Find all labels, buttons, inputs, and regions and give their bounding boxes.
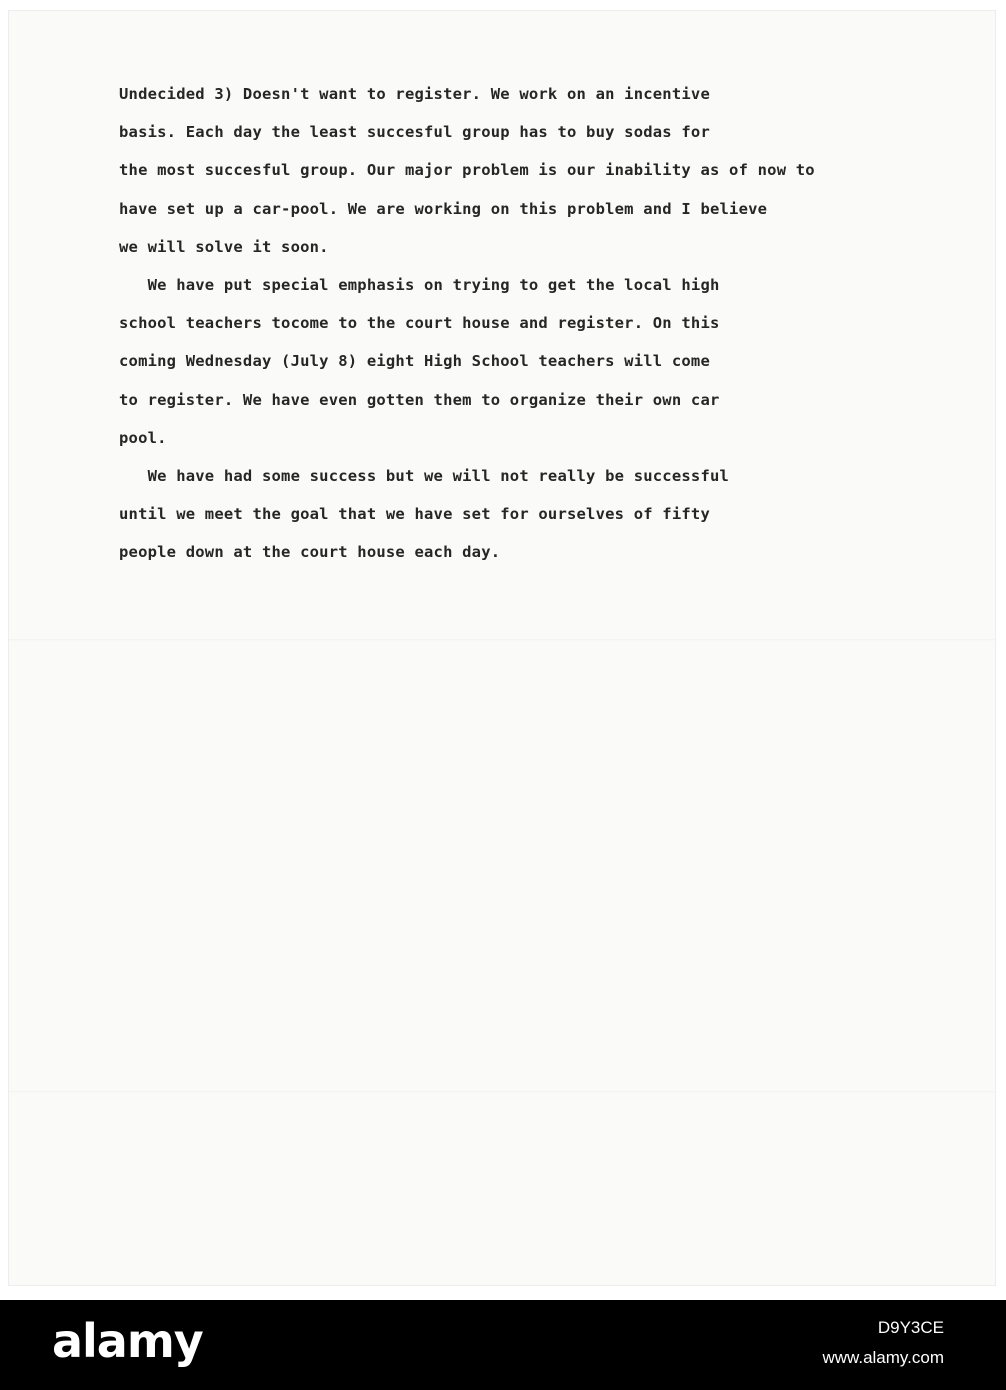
paper-fold-line — [9, 1091, 995, 1093]
text-line: Undecided 3) Doesn't want to register. We work on an incentive — [119, 85, 710, 103]
text-line: until we meet the goal that we have set for ourselves of fifty — [119, 505, 710, 524]
text-line: We have had some success but we will not really be successful — [119, 466, 730, 485]
text-line: We have put special emphasis on trying to get the local high — [119, 275, 720, 294]
typed-document-page — [8, 10, 996, 1286]
alamy-logo: alamy — [52, 1314, 203, 1368]
image-id: D9Y3CE — [877, 1318, 944, 1337]
paper-fold-line — [9, 639, 995, 641]
text-line: school teachers tocome to the court house and register. On this — [119, 314, 720, 333]
site-url: www.alamy.com — [822, 1348, 944, 1367]
text-line: to register. We have even gotten them to organize their own car — [119, 390, 720, 409]
text-line: we will solve it soon. — [119, 237, 329, 256]
typed-text-body — [119, 75, 989, 571]
text-line: have set up a car-pool. We are working on this problem and I believe — [119, 199, 768, 218]
watermark-footer — [0, 1300, 1006, 1390]
text-line: people down at the court house each day. — [119, 543, 501, 562]
text-line: basis. Each day the least succesful group has to buy sodas for — [119, 123, 710, 142]
text-line: pool. — [119, 428, 167, 447]
text-line: coming Wednesday (July 8) eight High School teachers will come — [119, 352, 710, 371]
text-line: the most succesful group. Our major problem is our inability as of now to — [119, 161, 815, 180]
